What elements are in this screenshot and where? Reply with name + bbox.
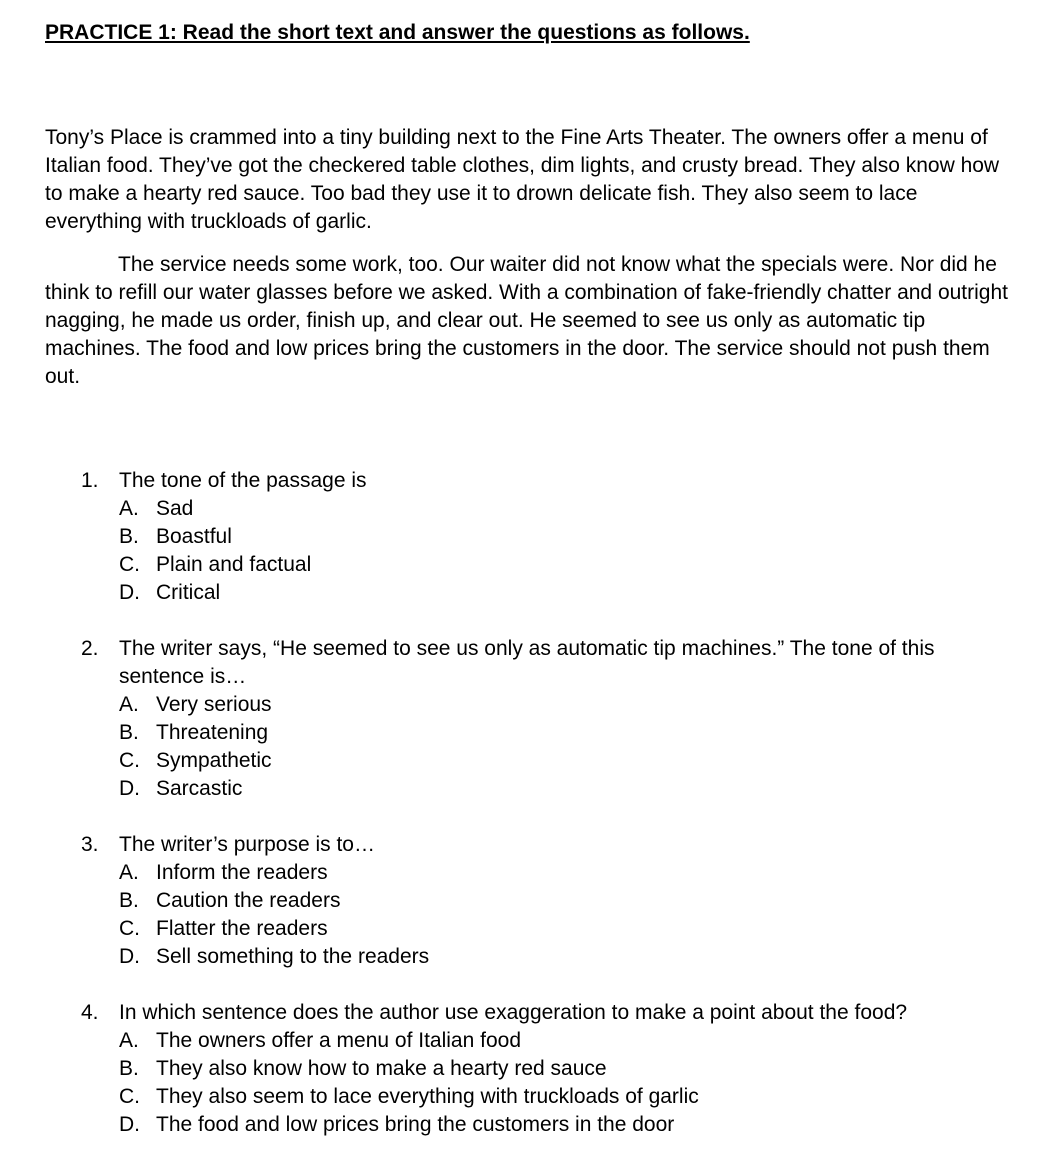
option-letter: C.: [119, 553, 140, 576]
answer-option: [119, 775, 1015, 803]
option-letter: A.: [119, 497, 139, 520]
question-list: [45, 467, 1015, 1139]
option-text: They also know how to make a hearty red sauce: [156, 1057, 607, 1080]
answer-options: [119, 495, 1015, 607]
answer-options: [119, 691, 1015, 803]
option-letter: D.: [119, 945, 140, 968]
option-text: Boastful: [156, 525, 232, 548]
answer-option: [119, 495, 1015, 523]
passage-paragraph-1: Tony’s Place is crammed into a tiny building next to the Fine Arts Theater. The owners offer a menu of Italian food. They’ve got the checkered table clothes, dim lights, and crusty bread. They also know how to make a hearty red sauce. Too bad they use it to drown delicate fish. They also seem to lace everything with truckloads of garlic.: [45, 126, 1000, 233]
question-1: [81, 467, 1015, 607]
answer-option: [119, 551, 1015, 579]
question-4: [81, 999, 1015, 1139]
option-letter: A.: [119, 693, 139, 716]
question-text: In which sentence does the author use exaggeration to make a point about the food?: [119, 1001, 908, 1024]
option-text: Inform the readers: [156, 861, 328, 884]
answer-option: [119, 915, 1015, 943]
option-letter: A.: [119, 861, 139, 884]
answer-option: [119, 1111, 1015, 1139]
option-letter: B.: [119, 525, 139, 548]
option-letter: B.: [119, 1057, 139, 1080]
option-text: The owners offer a menu of Italian food: [156, 1029, 521, 1052]
question-number: 1.: [81, 469, 99, 492]
answer-option: [119, 943, 1015, 971]
option-text: Critical: [156, 581, 221, 604]
passage-paragraph-2: The service needs some work, too. Our waiter did not know what the specials were. Nor did he think to refill our water glasses before we asked. With a combination of fake-friendly chatter and outright nagging, he made us order, finish up, and clear out. He seemed to see us only as automatic tip machines. The food and low prices bring the customers in the door. The service should not push them out.: [45, 253, 1008, 388]
answer-option: [119, 887, 1015, 915]
answer-option: [119, 859, 1015, 887]
answer-options: [119, 1027, 1015, 1139]
answer-option: [119, 1027, 1015, 1055]
question-text: The tone of the passage is: [119, 469, 367, 492]
option-letter: D.: [119, 1113, 140, 1136]
reading-passage: [45, 124, 1015, 391]
answer-option: [119, 719, 1015, 747]
option-letter: C.: [119, 1085, 140, 1108]
answer-option: [119, 1083, 1015, 1111]
option-text: The food and low prices bring the customers in the door: [156, 1113, 675, 1136]
option-text: Very serious: [156, 693, 272, 716]
option-text: Caution the readers: [156, 889, 341, 912]
answer-options: [119, 859, 1015, 971]
option-text: Sarcastic: [156, 777, 243, 800]
answer-option: [119, 523, 1015, 551]
option-letter: C.: [119, 917, 140, 940]
answer-option: [119, 691, 1015, 719]
question-number: 2.: [81, 637, 99, 660]
question-number: 4.: [81, 1001, 99, 1024]
option-text: Plain and factual: [156, 553, 312, 576]
question-2: [81, 635, 1015, 803]
question-text: The writer’s purpose is to…: [119, 833, 375, 856]
question-3: [81, 831, 1015, 971]
worksheet-page: [45, 19, 1015, 1167]
practice-heading: PRACTICE 1: Read the short text and answer the questions as follows.: [45, 21, 750, 44]
question-text: The writer says, “He seemed to see us only as automatic tip machines.” The tone of this sentence is…: [119, 637, 935, 688]
option-text: Sad: [156, 497, 194, 520]
option-text: Threatening: [156, 721, 269, 744]
option-letter: B.: [119, 721, 139, 744]
option-text: Flatter the readers: [156, 917, 328, 940]
answer-option: [119, 1055, 1015, 1083]
option-letter: D.: [119, 581, 140, 604]
option-letter: C.: [119, 749, 140, 772]
option-text: They also seem to lace everything with truckloads of garlic: [156, 1085, 699, 1108]
answer-option: [119, 747, 1015, 775]
option-letter: A.: [119, 1029, 139, 1052]
option-text: Sell something to the readers: [156, 945, 430, 968]
answer-option: [119, 579, 1015, 607]
option-letter: B.: [119, 889, 139, 912]
option-letter: D.: [119, 777, 140, 800]
question-number: 3.: [81, 833, 99, 856]
option-text: Sympathetic: [156, 749, 272, 772]
